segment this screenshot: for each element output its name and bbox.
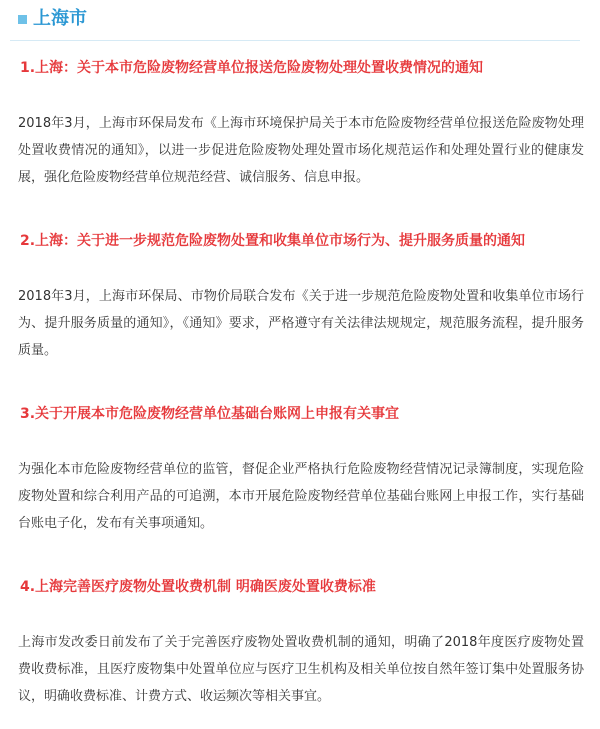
- section-1-body: 2018年3月，上海市环保局发布《上海市环境保护局关于本市危险废物经营单位报送危险废物处理处置收费情况的通知》，以进一步促进危险废物处理处置市场化规范运作和处理处置行业的健康发展，强化危险废物经营单位规范经营、诚信服务、信息申报。: [18, 116, 584, 185]
- section-3-title: 3.关于开展本市危险废物经营单位基础台账网上申报有关事宜: [20, 406, 400, 422]
- section-2-title: 2.上海：关于进一步规范危险废物处置和收集单位市场行为、提升服务质量的通知: [20, 233, 526, 249]
- section-1-title: 1.上海：关于本市危险废物经营单位报送危险废物处理处置收费情况的通知: [20, 60, 484, 76]
- section-2-body: 2018年3月，上海市环保局、市物价局联合发布《关于进一步规范危险废物处置和收集单位市场行为、提升服务质量的通知》，《通知》要求，严格遵守有关法律法规规定，规范服务流程，提升服务质量。: [18, 289, 584, 358]
- page-title: 上海市: [33, 8, 87, 29]
- section-header: [10, 0, 580, 41]
- header-square-icon: [18, 15, 27, 24]
- section-4-body: 上海市发改委日前发布了关于完善医疗废物处置收费机制的通知，明确了2018年度医疗废物处置费收费标准，且医疗废物集中处置单位应与医疗卫生机构及相关单位按自然年签订集中处置服务协议，明确收费标准、计费方式、收运频次等相关事宜。: [18, 635, 584, 704]
- section-3-body: 为强化本市危险废物经营单位的监管，督促企业严格执行危险废物经营情况记录簿制度，实现危险废物处置和综合利用产品的可追溯，本市开展危险废物经营单位基础台账网上申报工作，实行基础台账电子化，发布有关事项通知。: [18, 462, 584, 531]
- section-4-title: 4.上海完善医疗废物处置收费机制 明确医废处置收费标准: [20, 579, 376, 595]
